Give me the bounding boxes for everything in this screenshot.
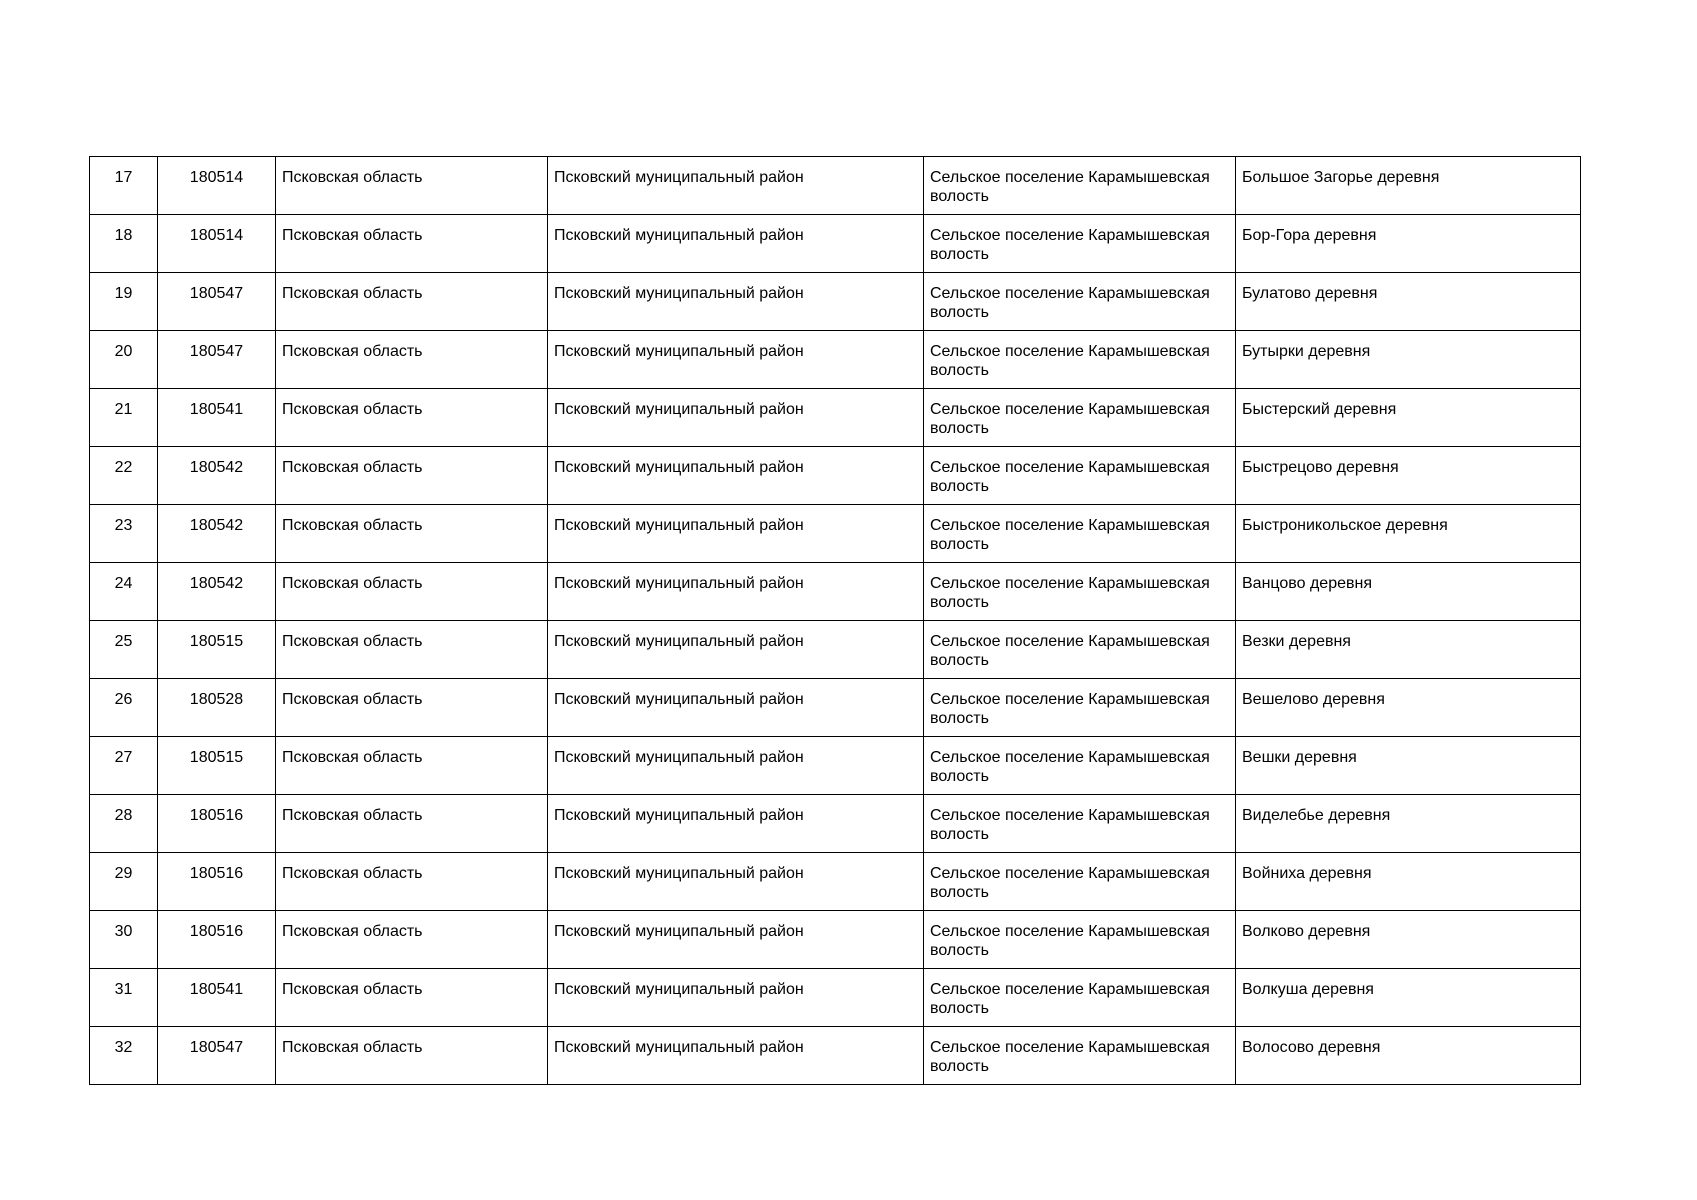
district-cell: Псковский муниципальный район [548,621,924,679]
postal-code-cell: 180547 [158,331,276,389]
settlement-cell: Сельское поселение Карамышевская волость [924,737,1236,795]
row-number-cell: 24 [90,563,158,621]
row-number-cell: 19 [90,273,158,331]
table-row [90,737,1581,795]
settlement-cell: Сельское поселение Карамышевская волость [924,389,1236,447]
row-number-cell: 30 [90,911,158,969]
region-cell: Псковская область [276,389,548,447]
table-row [90,447,1581,505]
postal-code-cell: 180515 [158,737,276,795]
row-number-cell: 27 [90,737,158,795]
locality-cell: Большое Загорье деревня [1236,157,1581,215]
region-cell: Псковская область [276,737,548,795]
postal-code-cell: 180542 [158,505,276,563]
postal-code-cell: 180541 [158,389,276,447]
settlements-table [89,156,1581,1085]
district-cell: Псковский муниципальный район [548,447,924,505]
region-cell: Псковская область [276,505,548,563]
locality-cell: Быстроникольское деревня [1236,505,1581,563]
district-cell: Псковский муниципальный район [548,1027,924,1085]
district-cell: Псковский муниципальный район [548,273,924,331]
locality-cell: Волкуша деревня [1236,969,1581,1027]
postal-code-cell: 180542 [158,447,276,505]
table-row [90,157,1581,215]
region-cell: Псковская область [276,215,548,273]
table-row [90,389,1581,447]
settlement-cell: Сельское поселение Карамышевская волость [924,969,1236,1027]
table-row [90,621,1581,679]
district-cell: Псковский муниципальный район [548,157,924,215]
region-cell: Псковская область [276,911,548,969]
row-number-cell: 22 [90,447,158,505]
district-cell: Псковский муниципальный район [548,679,924,737]
region-cell: Псковская область [276,447,548,505]
settlement-cell: Сельское поселение Карамышевская волость [924,215,1236,273]
locality-cell: Вешелово деревня [1236,679,1581,737]
table-row [90,215,1581,273]
postal-code-cell: 180541 [158,969,276,1027]
postal-code-cell: 180516 [158,795,276,853]
district-cell: Псковский муниципальный район [548,737,924,795]
settlement-cell: Сельское поселение Карамышевская волость [924,911,1236,969]
region-cell: Псковская область [276,273,548,331]
locality-cell: Войниха деревня [1236,853,1581,911]
district-cell: Псковский муниципальный район [548,563,924,621]
locality-cell: Волосово деревня [1236,1027,1581,1085]
locality-cell: Бор-Гора деревня [1236,215,1581,273]
row-number-cell: 21 [90,389,158,447]
table-row [90,679,1581,737]
table-row [90,853,1581,911]
district-cell: Псковский муниципальный район [548,505,924,563]
postal-code-cell: 180515 [158,621,276,679]
settlement-cell: Сельское поселение Карамышевская волость [924,273,1236,331]
table-body [90,157,1581,1085]
locality-cell: Виделебье деревня [1236,795,1581,853]
row-number-cell: 31 [90,969,158,1027]
table-row [90,331,1581,389]
postal-code-cell: 180514 [158,157,276,215]
row-number-cell: 26 [90,679,158,737]
locality-cell: Вешки деревня [1236,737,1581,795]
region-cell: Псковская область [276,853,548,911]
settlement-cell: Сельское поселение Карамышевская волость [924,795,1236,853]
region-cell: Псковская область [276,621,548,679]
locality-cell: Волково деревня [1236,911,1581,969]
row-number-cell: 32 [90,1027,158,1085]
district-cell: Псковский муниципальный район [548,389,924,447]
table-row [90,563,1581,621]
row-number-cell: 28 [90,795,158,853]
region-cell: Псковская область [276,795,548,853]
settlement-cell: Сельское поселение Карамышевская волость [924,621,1236,679]
district-cell: Псковский муниципальный район [548,911,924,969]
region-cell: Псковская область [276,679,548,737]
postal-code-cell: 180547 [158,273,276,331]
region-cell: Псковская область [276,157,548,215]
postal-code-cell: 180516 [158,853,276,911]
region-cell: Псковская область [276,563,548,621]
district-cell: Псковский муниципальный район [548,795,924,853]
locality-cell: Везки деревня [1236,621,1581,679]
postal-code-cell: 180514 [158,215,276,273]
district-cell: Псковский муниципальный район [548,969,924,1027]
postal-code-cell: 180528 [158,679,276,737]
settlement-cell: Сельское поселение Карамышевская волость [924,447,1236,505]
table-row [90,911,1581,969]
region-cell: Псковская область [276,1027,548,1085]
settlement-cell: Сельское поселение Карамышевская волость [924,1027,1236,1085]
locality-cell: Быстерский деревня [1236,389,1581,447]
row-number-cell: 23 [90,505,158,563]
postal-code-cell: 180516 [158,911,276,969]
table-row [90,969,1581,1027]
region-cell: Псковская область [276,331,548,389]
locality-cell: Ванцово деревня [1236,563,1581,621]
table-row [90,795,1581,853]
row-number-cell: 25 [90,621,158,679]
settlement-cell: Сельское поселение Карамышевская волость [924,679,1236,737]
district-cell: Псковский муниципальный район [548,215,924,273]
settlement-cell: Сельское поселение Карамышевская волость [924,563,1236,621]
row-number-cell: 17 [90,157,158,215]
postal-code-cell: 180542 [158,563,276,621]
settlement-cell: Сельское поселение Карамышевская волость [924,505,1236,563]
settlement-cell: Сельское поселение Карамышевская волость [924,331,1236,389]
locality-cell: Бутырки деревня [1236,331,1581,389]
row-number-cell: 29 [90,853,158,911]
table-row [90,273,1581,331]
region-cell: Псковская область [276,969,548,1027]
settlement-cell: Сельское поселение Карамышевская волость [924,157,1236,215]
locality-cell: Быстрецово деревня [1236,447,1581,505]
row-number-cell: 18 [90,215,158,273]
settlement-cell: Сельское поселение Карамышевская волость [924,853,1236,911]
postal-code-cell: 180547 [158,1027,276,1085]
district-cell: Псковский муниципальный район [548,331,924,389]
row-number-cell: 20 [90,331,158,389]
table-row [90,1027,1581,1085]
locality-cell: Булатово деревня [1236,273,1581,331]
table-row [90,505,1581,563]
district-cell: Псковский муниципальный район [548,853,924,911]
